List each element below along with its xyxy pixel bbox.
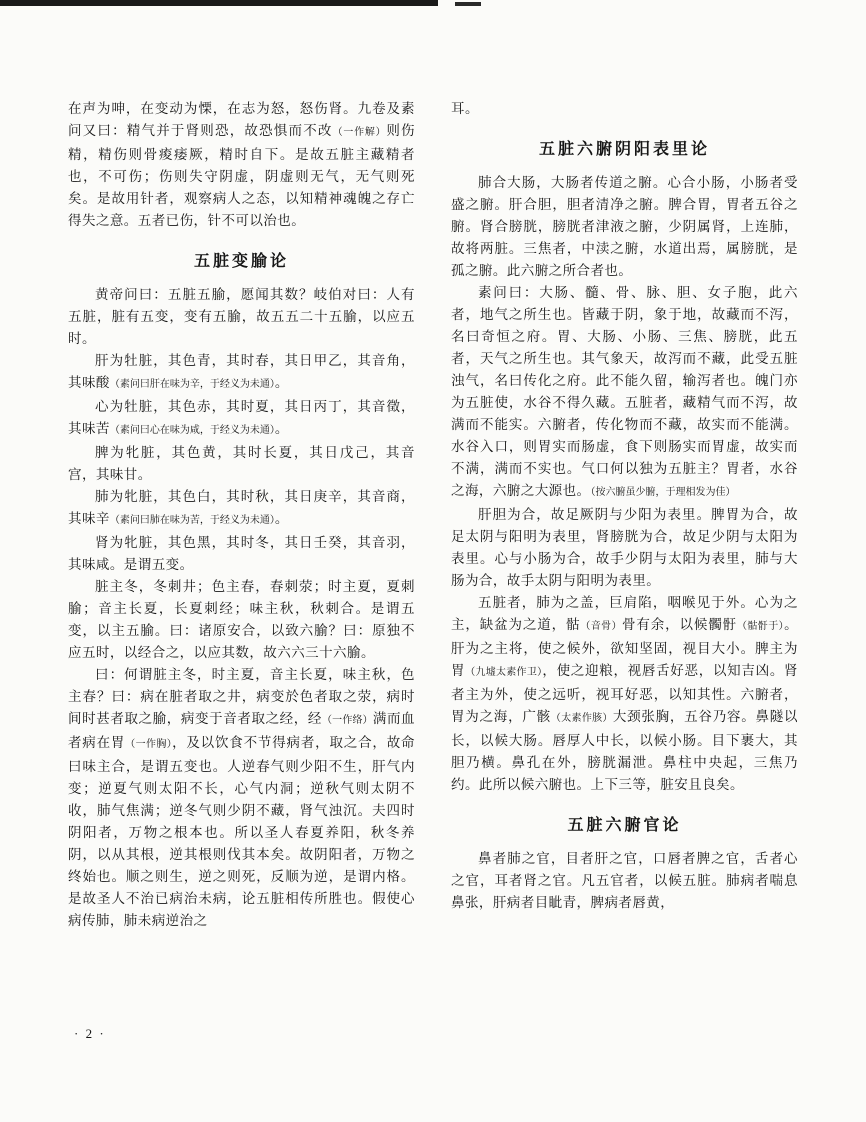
body-text: 鼻者肺之官，目者肝之官，口唇者脾之官，舌者心之官，耳者肾之官。凡五官者，以候五脏。肺病者喘息鼻张，肝病者目眦青，脾病者唇黄，: [451, 851, 798, 910]
body-text: 。: [274, 421, 289, 436]
section-heading: 五脏六腑官论: [567, 817, 682, 834]
body-text: 素问曰：大肠、髓、骨、脉、胆、女子胞，此六者，地气之所生也。皆藏于阴，象于地，故藏而不泻，名曰奇恒之府。胃、大肠、小肠、三焦、膀胱，此五者，天气之所生也。其气象天，故泻而不藏，此受五脏浊气，名曰传化之府。此不能久留，输泻者也。魄门亦为五脏使，水谷不得久藏。五脏者，藏精气而不泻，故满而不能实。六腑者，传化物而不藏，故实而不能满。水谷入口，则胃实而肠虚，食下则肠实而胃虚，故实而不满，满而不实也。气口何以独为五脏主？胃者，水谷之海，六腑之大源也。: [451, 285, 798, 498]
inline-annotation: （九墟太素作卫）: [465, 667, 543, 678]
page-number: · 2 ·: [74, 1026, 106, 1041]
inline-annotation: （素问曰肺在味为苦，于经义为未通）: [109, 515, 275, 526]
paragraph: [68, 396, 415, 442]
body-text: 曰：何谓脏主冬，时主夏，音主长夏，味主秋，色主春？曰：病在脏者取之井，病变於色者取之荥，病时间时甚者取之腧，病变于音者取之经，经: [68, 667, 415, 726]
paragraph: [68, 532, 415, 576]
text-column-left: [68, 98, 415, 932]
paragraph: [68, 350, 415, 396]
body-text: 。: [274, 511, 289, 526]
text-column-right: [451, 98, 798, 932]
paragraph: [451, 504, 798, 592]
paragraph: [451, 848, 798, 914]
body-text: 则伤精，精伤则骨痠痿厥，精时自下。是故五脏主藏精者也，不可伤；伤则失守阴虚，阴虚则无气，无气则死矣。是故用针者，观察病人之态，以知精神魂魄之存亡得失之意。五者已伤，针不可以治也。: [68, 123, 415, 228]
body-text: 五脏者，肺为之盖，巨肩陷，咽喉见于外。心为之主，缺盆为之道，骷: [451, 595, 798, 632]
body-text: 肝胆为合，故足厥阴与少阳为表里。脾胃为合，故足太阴与阳明为表里，肾膀胱为合，故足少阴与太阳为表里。心与小肠为合，故手少阴与太阳为表里，肺与大肠为合，故手太阴与阳明为表里。: [451, 507, 798, 588]
body-text: 肺为牝脏，其色白，其时秋，其日庚辛，其音商，其味辛: [68, 489, 415, 526]
body-text: 肾为牝脏，其色黑，其时冬，其日壬癸，其音羽，其味咸。是谓五变。: [68, 535, 415, 572]
body-text: 脏主冬，冬刺井；色主春，春刺荥；时主夏，夏刺腧；音主长夏，长夏刺经；味主秋，秋刺合。是谓五变，以主五腧。曰：诸原安合，以致六腧？曰：原独不应五时，以经合之，以应其数，故六六三十六腧。: [68, 579, 415, 660]
scan-artifact-speck: [455, 2, 481, 6]
body-text: 大颈张胸，五谷乃容。鼻隧以长，以候大肠。唇厚人中长，以候小肠。目下裹大，其胆乃横。鼻孔在外，膀胱漏泄。鼻柱中央起，三焦乃约。此所以候六腑也。上下三等，脏安且良矣。: [451, 709, 798, 792]
paragraph: [68, 486, 415, 532]
body-text: 耳。: [451, 101, 479, 116]
section-heading: 五脏六腑阴阳表里论: [538, 141, 710, 158]
inline-annotation: （一作络）: [322, 715, 373, 726]
paragraph: [68, 664, 415, 932]
paragraph: [451, 98, 798, 120]
inline-annotation: （按六腑虽少腑，于理相发为佳）: [590, 487, 736, 498]
paragraph: [451, 592, 798, 796]
body-text: 黄帝问曰：五脏五腧，愿闻其数？岐伯对曰：人有五脏，脏有五变，变有五腧，故五五二十五腧，以应五时。: [68, 287, 415, 346]
body-text: 心为牡脏，其色赤，其时夏，其日丙丁，其音徵，其味苦: [68, 399, 415, 436]
inline-annotation: （太素作胲）: [550, 713, 613, 724]
body-text: 骨有余，以候髑骬: [622, 617, 737, 632]
paragraph: [68, 576, 415, 664]
body-text: 在声为呻，在变动为慄，在志为怒，怒伤肾。九卷及素问又曰：精气并于肾则恐，故恐惧而不改: [68, 101, 415, 138]
body-text: 。: [274, 375, 289, 390]
inline-annotation: （一作胸）: [125, 739, 173, 750]
paragraph: [68, 442, 415, 486]
paragraph: [68, 98, 415, 232]
body-text: 。肝为之主将，使之候外，欲知坚固，视目大小。脾主为胃: [451, 617, 799, 678]
body-text: 肝为牡脏，其色青，其时春，其日甲乙，其音角，其味酸: [68, 353, 415, 390]
inline-annotation: （素问曰肝在味为辛，于经义为未通）: [109, 379, 275, 390]
body-text: 肺合大肠，大肠者传道之腑。心合小肠，小肠者受盛之腑。肝合胆，胆者清净之腑。脾合胃，胃者五谷之腑。肾合膀胱，膀胱者津液之腑，少阴属肾，上连肺，故将两脏。三焦者，中渎之腑，水道出焉，属膀胱，是孤之腑。此六腑之所合者也。: [451, 175, 798, 278]
scan-artifact-top-strip: [0, 0, 438, 6]
body-text: 满而血者病在胃: [68, 711, 416, 750]
body-text: ，及以饮食不节得病者，取之合，故命曰味主合，是谓五变也。人逆春气则少阳不生，肝气内变；逆夏气则太阳不长，心气内洞；逆秋气则太阴不收，肺气焦满；逆冬气则少阴不藏，肾气浊沉。夫四时阴阳者，万物之根本也。所以圣人春夏养阳，秋冬养阴，以从其根，逆其根则伐其本矣。故阴阳者，万物之终始也。顺之则生，逆之则死，反顺为逆，是谓内格。是故圣人不治已病治未病，论五脏相传所胜也。假使心病传肺，肺未病逆治之: [68, 735, 415, 928]
body-text: 脾为牝脏，其色黄，其时长夏，其日戊己，其音宫，其味甘。: [68, 445, 415, 482]
inline-annotation: （骷骬于）: [736, 621, 785, 632]
inline-annotation: （一作解）: [332, 127, 387, 138]
two-column-text-area: [68, 98, 798, 932]
section-heading: 五脏变腧论: [193, 253, 289, 270]
paragraph: [68, 284, 415, 350]
inline-annotation: （音骨）: [580, 621, 623, 632]
paragraph: [451, 172, 798, 282]
body-text: ，使之迎粮，视唇舌好恶，以知吉凶。肾者主为外，使之远听，视耳好恶，以知其性。六腑者，胃为之海，广骸: [451, 663, 798, 724]
paragraph: [451, 282, 798, 504]
inline-annotation: （素问曰心在味为咸，于经义为未通）: [109, 425, 275, 436]
